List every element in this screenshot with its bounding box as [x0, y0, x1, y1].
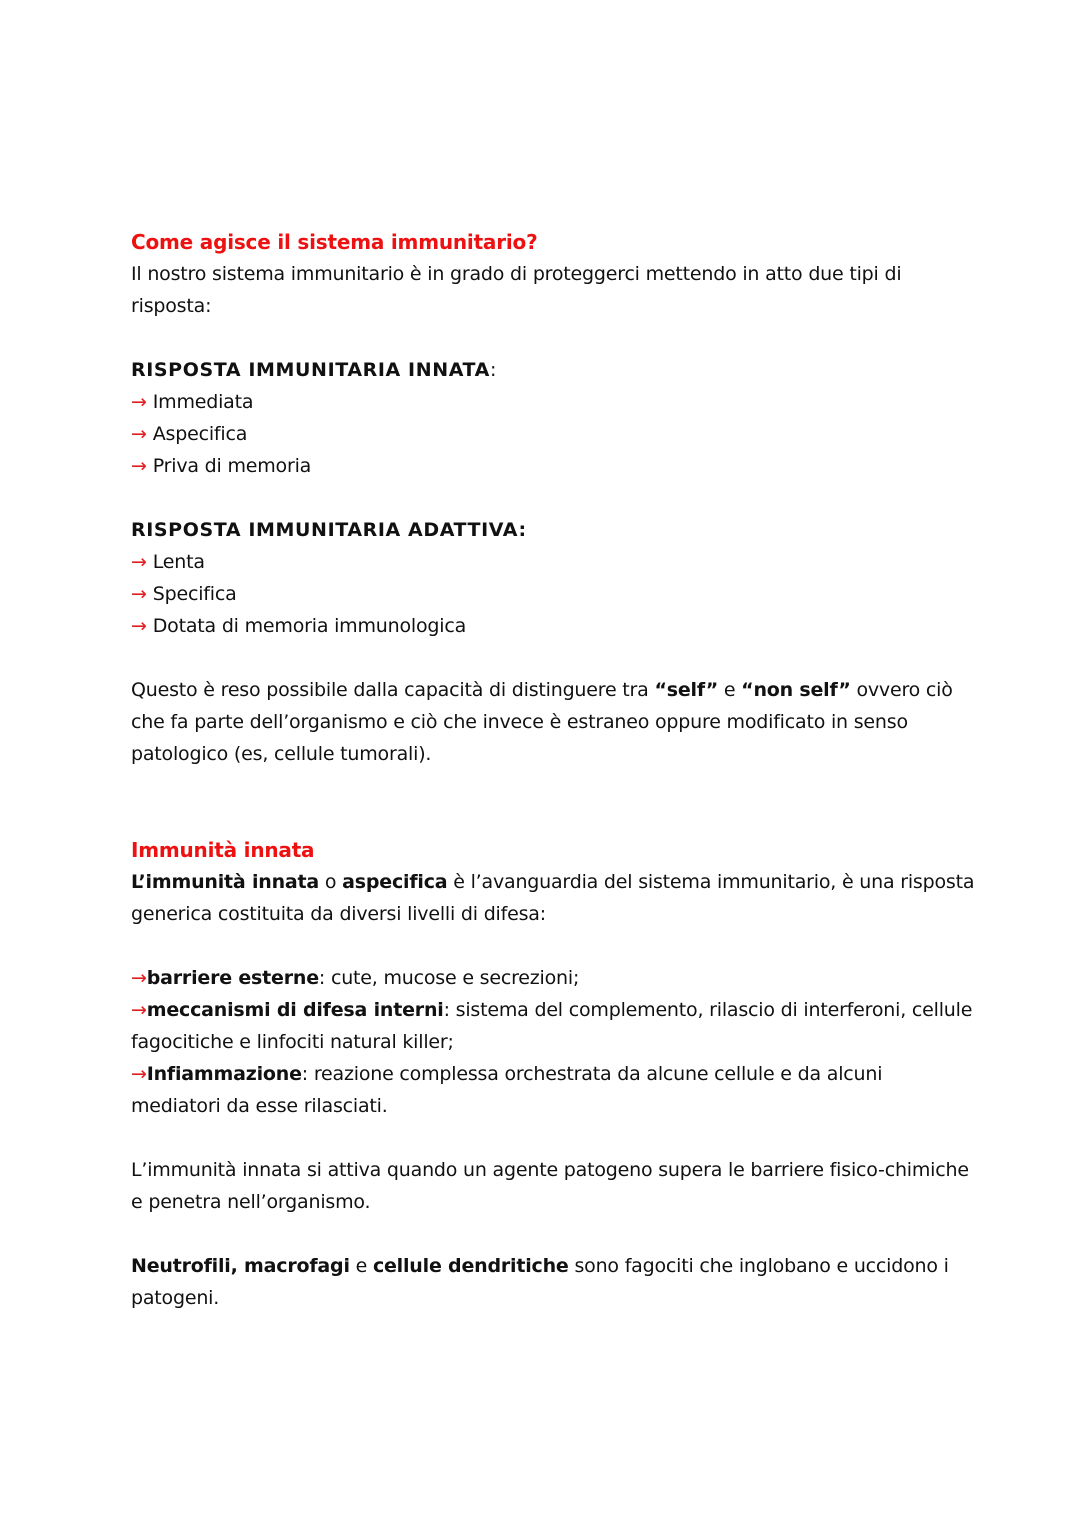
defense-term: barriere esterne	[146, 967, 319, 989]
bold-term: L’immunità innata	[131, 871, 320, 893]
defense-item	[131, 1058, 961, 1090]
list-item	[131, 546, 961, 578]
defense-item	[131, 962, 961, 994]
activation-line: e penetra nell’organismo.	[131, 1191, 371, 1213]
text: sono fagociti che inglobano e uccidono i	[568, 1255, 949, 1277]
defense-term: Infiammazione	[146, 1063, 302, 1085]
list-item-text: Aspecifica	[152, 423, 248, 445]
defense-item-continuation: mediatori da esse rilasciati.	[131, 1095, 388, 1117]
bold-term: aspecifica	[342, 871, 448, 893]
list-item-text: Immediata	[152, 391, 254, 413]
blank-line	[131, 1122, 961, 1154]
list-item	[131, 450, 961, 482]
section-heading-immunita-innata: Immunità innata	[131, 838, 315, 862]
adaptive-response-title: RISPOSTA IMMUNITARIA ADATTIVA:	[131, 519, 527, 541]
self-paragraph-line	[131, 674, 961, 706]
non-self-term: “non self”	[741, 679, 851, 701]
phagocytes-line: patogeni.	[131, 1287, 220, 1309]
innate-response-title	[131, 354, 961, 386]
list-item	[131, 418, 961, 450]
text: o	[319, 871, 343, 893]
activation-line: L’immunità innata si attiva quando un agente patogeno supera le barriere fisico-chimiche	[131, 1159, 969, 1181]
arrow-right-icon: →	[131, 551, 147, 573]
defense-term: meccanismi di difesa interni	[146, 999, 444, 1021]
defense-item-continuation: fagocitiche e linfociti natural killer;	[131, 1031, 454, 1053]
defense-desc: : reazione complessa orchestrata da alcune cellule e da alcuni	[301, 1063, 883, 1085]
defense-desc: : sistema del complemento, rilascio di interferoni, cellule	[443, 999, 973, 1021]
arrow-right-icon: →	[131, 423, 147, 445]
section-spacer	[131, 770, 961, 834]
list-item	[131, 578, 961, 610]
defense-desc: : cute, mucose e secrezioni;	[318, 967, 580, 989]
arrow-right-icon: →	[131, 583, 147, 605]
blank-line	[131, 642, 961, 674]
arrow-right-icon: →	[131, 615, 147, 637]
arrow-right-icon: →	[131, 1063, 147, 1085]
self-term: “self”	[654, 679, 718, 701]
blank-line	[131, 482, 961, 514]
list-item-text: Lenta	[152, 551, 205, 573]
self-paragraph-line: che fa parte dell’organismo e ciò che invece è estraneo oppure modificato in senso	[131, 711, 908, 733]
blank-line	[131, 1218, 961, 1250]
arrow-right-icon: →	[131, 391, 147, 413]
phagocytes-line	[131, 1250, 961, 1282]
arrow-right-icon: →	[131, 967, 147, 989]
title-colon: :	[489, 359, 497, 381]
text: ovvero ciò	[850, 679, 953, 701]
blank-line	[131, 930, 961, 962]
self-paragraph-line: patologico (es, cellule tumorali).	[131, 743, 432, 765]
list-item-text: Priva di memoria	[152, 455, 312, 477]
section-heading-sistema-immunitario: Come agisce il sistema immunitario?	[131, 230, 538, 254]
document-page	[131, 226, 975, 1314]
list-item-text: Dotata di memoria immunologica	[152, 615, 467, 637]
intro-text-line: Il nostro sistema immunitario è in grado di proteggerci mettendo in atto due tipi di	[131, 263, 902, 285]
bold-term: cellule dendritiche	[372, 1255, 569, 1277]
list-item-text: Specifica	[152, 583, 237, 605]
defense-item	[131, 994, 973, 1026]
list-item	[131, 386, 961, 418]
text: è l’avanguardia del sistema immunitario, è una risposta	[447, 871, 975, 893]
intro-text-line: risposta:	[131, 295, 212, 317]
text: e	[349, 1255, 373, 1277]
bold-term: Neutrofili, macrofagi	[131, 1255, 350, 1277]
innate-response-title-text: RISPOSTA IMMUNITARIA INNATA	[131, 359, 490, 381]
innate-intro-line	[131, 866, 975, 898]
arrow-right-icon: →	[131, 999, 147, 1021]
arrow-right-icon: →	[131, 455, 147, 477]
innate-intro-line: generica costituita da diversi livelli di difesa:	[131, 903, 546, 925]
text: Questo è reso possibile dalla capacità di distinguere tra	[131, 679, 655, 701]
list-item	[131, 610, 961, 642]
blank-line	[131, 322, 961, 354]
text: e	[717, 679, 742, 701]
